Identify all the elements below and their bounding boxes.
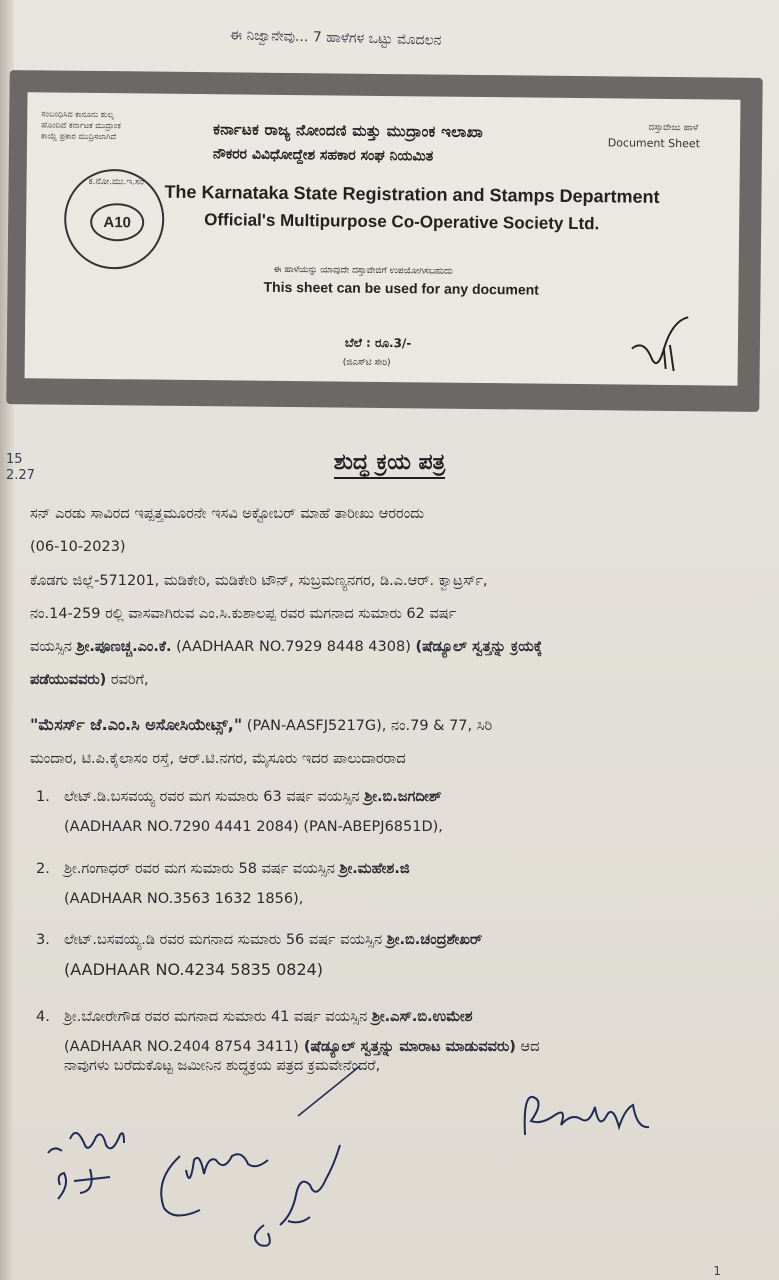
signature-left-1 [40, 1115, 150, 1225]
seal-code: A10 [90, 203, 144, 242]
buyer-role: (ಷೆಡ್ಯೂಲ್ ಸ್ವತ್ತನ್ನು ಕ್ರಯಕ್ಕೆ [415, 639, 543, 655]
partner-text [64, 925, 724, 985]
stamp-paper-inner [25, 92, 741, 385]
partner-desc: ಶ್ರೀ.ಬೋರೇಗೌಡ ರವರ ಮಗನಾದ ಸುಮಾರು 41 ವರ್ಷ ವಯಸ್ಸಿನ [64, 1009, 372, 1025]
stamp-legal-note-line: ಹೊಂದಿದೆ ಕರ್ನಾಟಕ ಮುದ್ರಾಂಕ [41, 120, 121, 131]
partner-text [64, 854, 724, 914]
buyer-name: ಶ್ರೀ.ಪೂಣಚ್ಚ.ಎಂ.ಕೆ. [76, 639, 172, 655]
buyer-line [30, 631, 720, 664]
partner-ids: (AADHAAR NO.2404 8754 3411) [64, 1039, 299, 1055]
stamp-paper-banner [6, 70, 762, 412]
date-line: ಸನ್ ಎರಡು ಸಾವಿರದ ಇಪ್ಪತ್ತಮೂರನೇ ಇಸವಿ ಅಕ್ಟೋಬರ್ ಮಾಹೆ ತಾರೀಖು ಆರರಂದು [30, 506, 425, 522]
list-number: 3. [36, 932, 50, 948]
buyer-line: ಕೊಡಗು ಜಿಲ್ಲೆ-571201, ಮಡಿಕೇರಿ, ಮಡಿಕೇರಿ ಟೌನ್, ಸುಬ್ರಮಣ್ಯನಗರ, ಡಿ.ಎ.ಆರ್. ಕ್ವಾಟ್ರರ್ಸ್, [30, 573, 488, 589]
partner-desc: ಶ್ರೀ.ಗಂಗಾಧರ್ ರವರ ಮಗ ಸುಮಾರು 58 ವರ್ಷ ವಯಸ್ಸಿನ [64, 861, 340, 877]
seller-paragraph [30, 708, 720, 776]
partner-ids: (AADHAAR NO.7290 4441 2084) (PAN-ABEPJ6851D), [64, 819, 443, 835]
buyer-role-cont: ಪಡೆಯುವವರು) [30, 672, 107, 688]
partner-name: ಶ್ರೀ.ಬಿ.ಚಂದ್ರಶೇಖರ್ [386, 932, 483, 948]
margin-note-line: 2.27 [6, 468, 35, 483]
sheet-price: ಬೆಲೆ : ರೂ.3/- [344, 335, 412, 351]
partner-ids: (AADHAAR NO.4234 5835 0824) [64, 960, 324, 979]
buyer-text: ರವರಿಗೆ, [106, 672, 149, 688]
org-name-en-line2: Official's Multipurpose Co-Operative Society Ltd. [204, 210, 600, 234]
partner-name: ಶ್ರೀ.ಎಸ್.ಬಿ.ಉಮೇಶ [371, 1009, 473, 1025]
stamp-legal-note [41, 108, 121, 142]
seller-role: (ಷೆಡ್ಯೂಲ್ ಸ್ವತ್ತನ್ನು ಮಾರಾಟ ಮಾಡುವವರು) [298, 1039, 516, 1055]
deed-title-text: ಶುದ್ಧ ಕ್ರಯ ಪತ್ರ [334, 450, 445, 479]
org-name-kn-line1: ಕರ್ನಾಟಕ ರಾಜ್ಯ ನೋಂದಣಿ ಮತ್ತು ಮುದ್ರಾಂಕ ಇಲಾಖಾ [213, 120, 484, 142]
list-number: 4. [36, 1009, 50, 1025]
pen-stroke-mark [290, 1060, 370, 1120]
page-number: 1 [713, 1264, 721, 1278]
buyer-paragraph [30, 565, 720, 697]
usage-note-kn: ಈ ಹಾಳೆಯನ್ನು ಯಾವುದೇ ದಸ್ತಾವೇಜಿಗೆ ಉಪಯೋಗಿಸಬಹುದು [273, 264, 453, 277]
signature-right [515, 1085, 665, 1155]
seller-line: ಮಂದಾರ, ಟಿ.ಪಿ.ಕೈಲಾಸಂ ರಸ್ತೆ, ಆರ್.ಟಿ.ನಗರ, ಮೈಸೂರು ಇದರ ಪಾಲುದಾರರಾದ [30, 751, 406, 767]
initial-mark [624, 309, 695, 380]
buyer-aadhaar: (AADHAAR NO.7929 8448 4308) [171, 639, 416, 655]
seller-line [30, 708, 720, 743]
buyer-line [30, 664, 720, 697]
partner-desc: ಲೇಟ್.ಡಿ.ಬಸವಯ್ಯ ರವರ ಮಗ ಸುಮಾರು 63 ವರ್ಷ ವಯಸ್ಸಿನ [64, 789, 365, 805]
closing-line: ನಾವುಗಳು ಬರೆದುಕೊಟ್ಟ ಜಮೀನಿನ ಶುದ್ಧಕ್ರಯ ಪತ್ರದ ಕ್ರಮವೇನೆಂದರೆ, [64, 1058, 381, 1074]
seller-pan-address: (PAN-AASFJ5217G), ನಂ.79 & 77, ಸಿರಿ [242, 718, 493, 734]
list-number: 2. [36, 861, 50, 877]
partner-desc: ಲೇಟ್.ಬಸವಯ್ಯ.ಡಿ ರವರ ಮಗನಾದ ಸುಮಾರು 56 ವರ್ಷ ವಯಸ್ಸಿನ [64, 932, 387, 948]
buyer-text: ವಯಸ್ಸಿನ [30, 639, 77, 655]
seller-firm-name: "ಮೆಸರ್ಸ್ ಜೆ.ಎಂ.ಸಿ ಅಸೋಸಿಯೇಟ್ಸ್," [30, 715, 243, 734]
org-name-kn-line2: ನೌಕರರ ವಿವಿಧೋದ್ದೇಶ ಸಹಕಾರ ಸಂಘ ನಿಯಮಿತ [212, 146, 434, 165]
partner-name: ಶ್ರೀ.ಬಿ.ಜಗದೀಶ್ [364, 789, 442, 805]
usage-note-en: This sheet can be used for any document [263, 278, 539, 298]
deed-title [0, 450, 779, 475]
society-seal [64, 169, 165, 270]
margin-note-line: 15 [6, 452, 23, 467]
stamp-legal-note-line: ಸಂಬಂಧಿಸಿದ ಕಾನೂನು ಶುಲ್ಕ [41, 109, 114, 120]
partner-tail: ಆದ [515, 1039, 540, 1055]
partner-text [64, 782, 724, 842]
document-sheet-label: Document Sheet [607, 136, 701, 151]
sheet-price-note: (ಜಿಎಸ್‌ಟಿ ಸೇರಿ) [342, 357, 391, 369]
signature-left-3 [240, 1125, 360, 1255]
date-number: (06-10-2023) [30, 539, 126, 555]
date-paragraph [30, 498, 720, 564]
buyer-line: ನಂ.14-259 ರಲ್ಲಿ ವಾಸವಾಗಿರುವ ಎಂ.ಸಿ.ಕುಶಾಲಪ್ಪ ರವರ ಮಗನಾದ ಸುಮಾರು 62 ವರ್ಷ [30, 606, 457, 622]
list-number: 1. [36, 789, 50, 805]
top-handwritten-note: ಈ ನಿಜ್ವಾನೇವು... 7 ಹಾಳೆಗಳ ಒಟ್ಟು ಮೊದಲನ [229, 27, 442, 49]
document-sheet-label-kn: ದಸ್ತಾವೇಜು ಹಾಳೆ [648, 122, 699, 134]
org-name-en-line1: The Karnataka State Registration and Stamps Department [164, 181, 660, 207]
seal-ring-text: ಕ.ನೋ.ಮು.ಇ.ಸಂ [88, 176, 144, 188]
partner-ids: (AADHAAR NO.3563 1632 1856), [64, 891, 304, 907]
stamp-legal-note-line: ಕಾಯ್ದೆ ಪ್ರಕಾರ ಮುದ್ರಿಸಲಾಗಿದೆ [41, 131, 117, 142]
partner-name: ಶ್ರೀ.ಮಹೇಶ.ಜಿ [339, 861, 410, 877]
